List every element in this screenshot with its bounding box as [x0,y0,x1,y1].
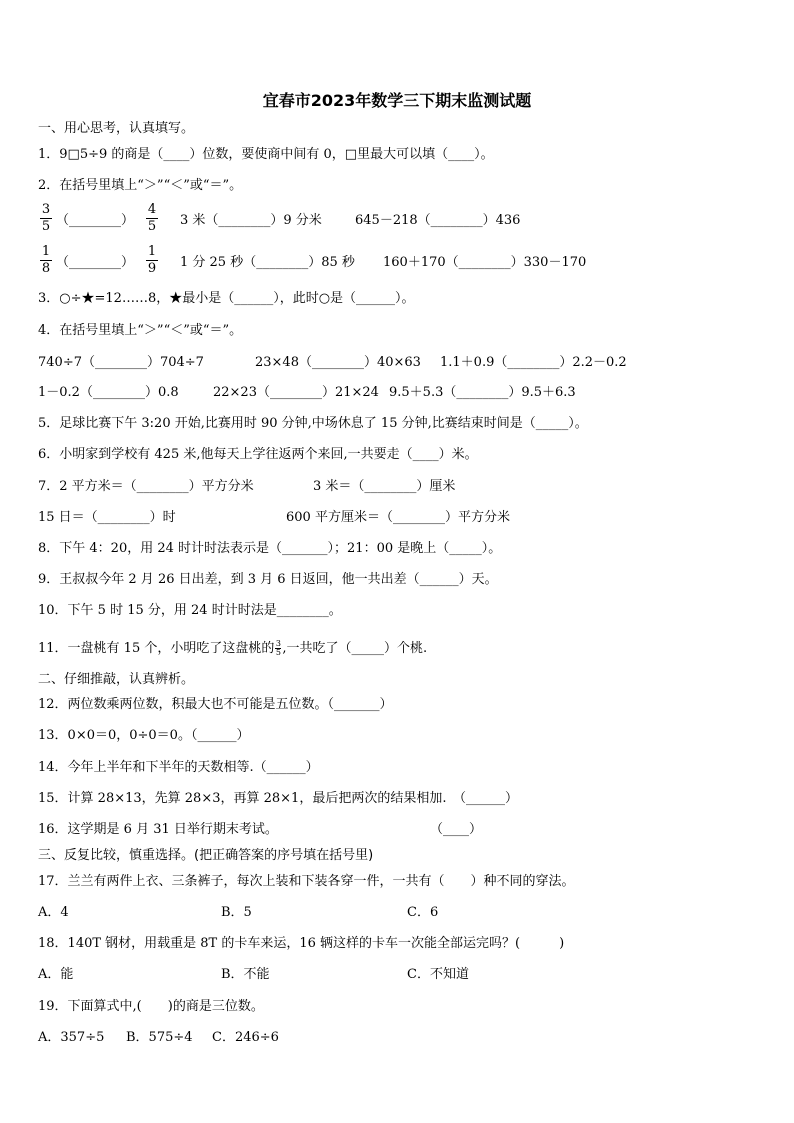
option-c: C．不知道 [407,967,469,982]
question-5: 5．足球比赛下午 3:20 开始,比赛用时 90 分钟,中场休息了 15 分钟,比赛结束时间是（_____）。 [38,416,588,431]
section-1-heading: 一、用心思考，认真填写。 [38,121,195,136]
question-18: 18．140T 钢材，用载重是 8T 的卡车来运，16 辆这样的卡车一次能全部运完吗？( ) [38,936,565,951]
option-c: C．246÷6 [212,1030,279,1045]
compare-item: 1 分 25 秒（________）85 秒 [180,255,355,270]
fraction-3-5 [38,203,54,234]
fraction-1-9 [144,245,160,276]
question-2: 2．在括号里填上“＞”“＜”或“＝”。 [38,178,243,193]
question-17: 17．兰兰有两件上衣、三条裤子，每次上装和下装各穿一件，一共有（ ）种不同的穿法。 [38,874,575,889]
question-7c: 15 日＝（________）时 [38,510,176,525]
answer-blank: （________） [56,213,135,228]
question-4: 4．在括号里填上“＞”“＜”或“＝”。 [38,323,243,338]
compare-item: 3 米（________）9 分米 [180,213,322,228]
fraction-numerator: 4 [147,202,157,217]
compare-item: 645－218（________）436 [355,213,521,228]
fraction-denominator: 9 [147,261,157,276]
question-19: 19．下面算式中,( )的商是三位数。 [38,999,264,1014]
question-9: 9．王叔叔今年 2 月 26 日出差，到 3 月 6 日返回，他一共出差（______）天。 [38,572,498,587]
option-a: A．能 [38,967,74,982]
option-b: B．5 [221,905,252,920]
compare-item: 1.1＋0.9（________）2.2－0.2 [440,355,627,370]
option-a: A．4 [38,905,69,920]
option-c: C．6 [407,905,439,920]
question-7d: 600 平方厘米＝（________）平方分米 [286,510,510,525]
question-7b: 3 米＝（________）厘米 [313,479,456,494]
question-3: 3．○÷★=12……8，★最小是（______），此时○是（______）。 [38,291,415,306]
fraction-numerator: 3 [41,202,51,217]
question-12: 12．两位数乘两位数，积最大也不可能是五位数。（_______） [38,697,393,712]
compare-item: 23×48（________）40×63 [255,355,421,370]
fraction-denominator: 8 [41,261,51,276]
fraction-3-5-inline [275,640,281,657]
option-b: B．不能 [221,967,270,982]
question-11-text-end: ,一共吃了（_____）个桃. [282,641,428,656]
question-15: 15．计算 28×13，先算 28×3，再算 28×1，最后把两次的结果相加. （______） [38,791,518,806]
compare-item: 1－0.2（________）0.8 [38,385,179,400]
question-14: 14．今年上半年和下半年的天数相等.（______） [38,760,319,775]
question-6: 6．小明家到学校有 425 米,他每天上学往返两个来回,一共要走（____）米。 [38,447,478,462]
question-8: 8．下午 4：20，用 24 时计时法表示是（_______）；21：00 是晚上（_____）。 [38,541,502,556]
fraction-denominator: 5 [147,219,157,234]
compare-item: 9.5＋5.3（________）9.5＋6.3 [389,385,576,400]
compare-item: 22×23（________）21×24 [213,385,379,400]
compare-item: 160＋170（________）330－170 [383,255,587,270]
fraction-denominator: 5 [275,648,281,657]
option-a: A．357÷5 [38,1030,105,1045]
fraction-1-8 [38,245,54,276]
question-7a: 7．2 平方米＝（________）平方分米 [38,479,254,494]
question-11-text: 11．一盘桃有 15 个，小明吃了这盘桃的 [38,641,275,656]
fraction-numerator: 3 [275,639,281,648]
question-1: 1．9□5÷9 的商是（____）位数，要使商中间有 0，□里最大可以填（____）。 [38,147,494,162]
page-title: 宜春市2023年数学三下期末监测试题 [262,91,532,110]
option-b: B．575÷4 [126,1030,193,1045]
question-13: 13．0×0＝0，0÷0＝0。（______） [38,728,250,743]
question-11 [38,640,427,657]
compare-item: 740÷7（________）704÷7 [38,355,204,370]
answer-blank: （________） [56,255,135,270]
section-3-heading: 三、反复比较，慎重选择。(把正确答案的序号填在括号里) [38,848,374,863]
fraction-4-5 [144,203,160,234]
fraction-numerator: 1 [147,244,157,259]
fraction-denominator: 5 [41,219,51,234]
fraction-numerator: 1 [41,244,51,259]
answer-blank: （____） [430,822,483,837]
section-2-heading: 二、仔细推敲，认真辨析。 [38,672,195,687]
question-16: 16．这学期是 6 月 31 日举行期末考试。 [38,822,278,837]
question-10: 10．下午 5 时 15 分，用 24 时计时法是________。 [38,603,342,618]
